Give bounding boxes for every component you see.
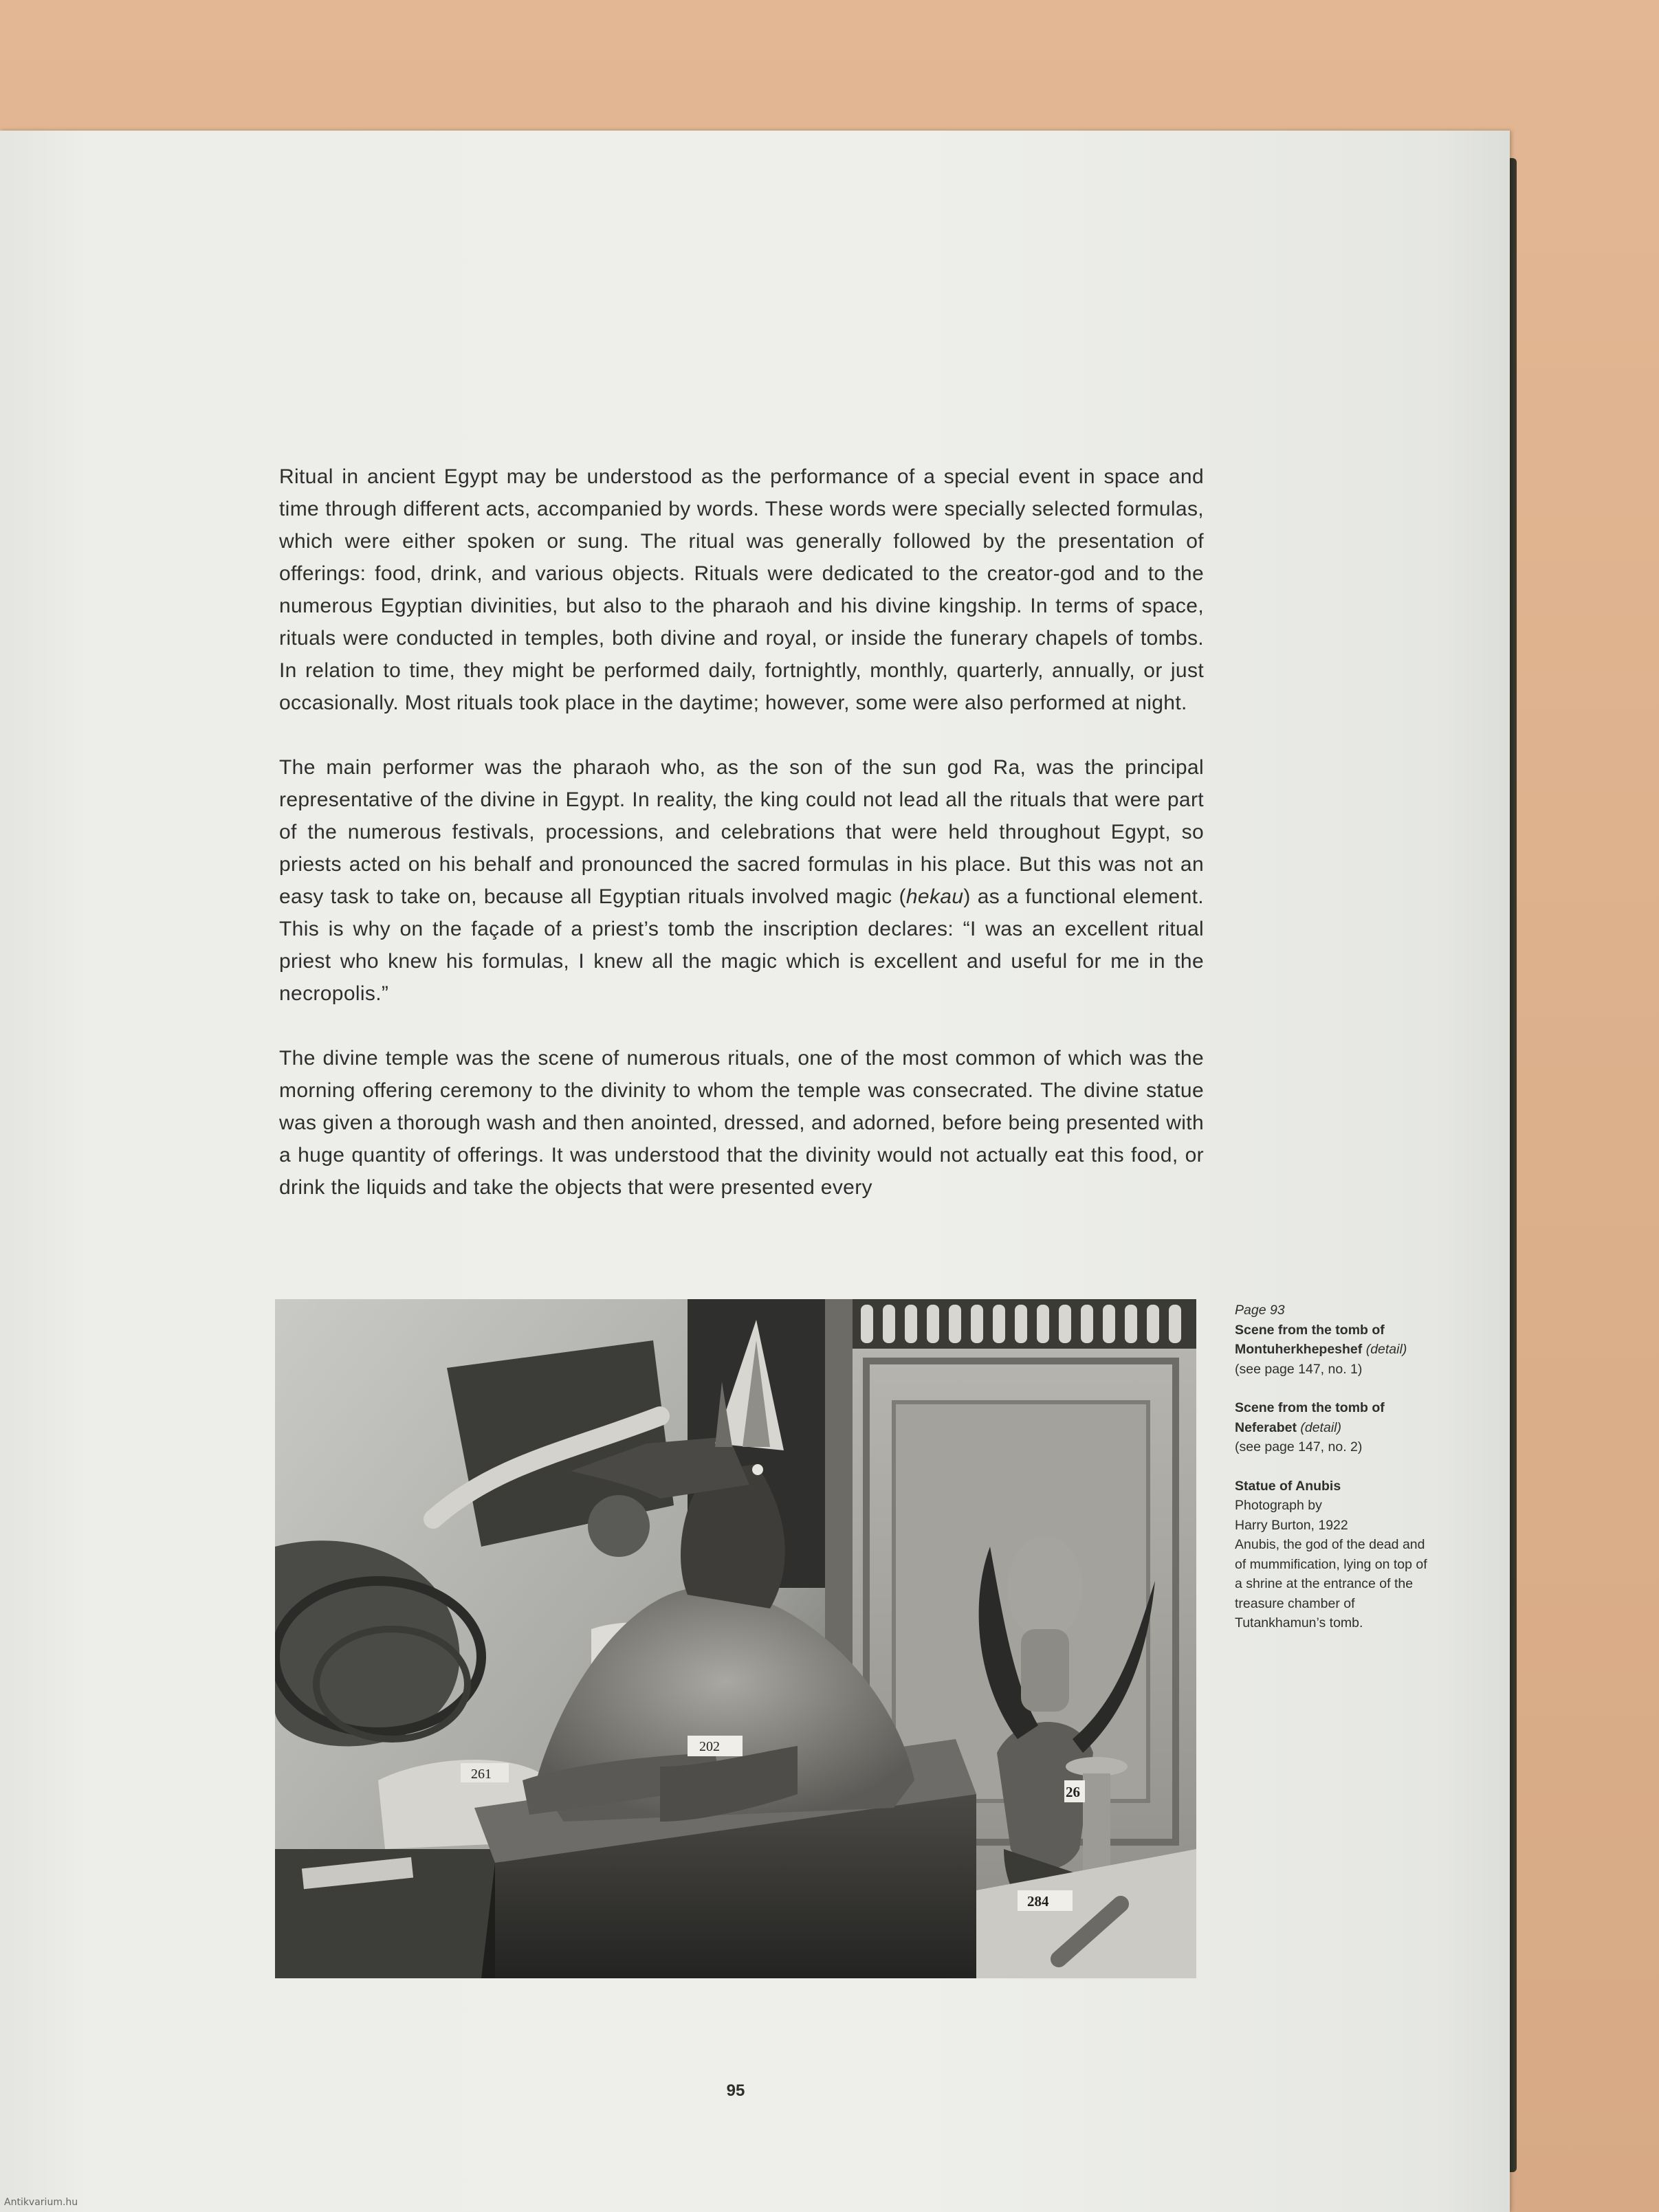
caption-1-ref: (see page 147, no. 1) [1235, 1361, 1363, 1377]
watermark: Antikvarium.hu [4, 2197, 78, 2208]
object-number-tag: 202 [699, 1739, 720, 1754]
caption-3-credit-line-1: Photograph by [1235, 1498, 1322, 1513]
paragraph-2-italic-term: hekau [905, 885, 964, 908]
caption-3-title: Statue of Anubis [1235, 1478, 1341, 1494]
paragraph-2 [279, 751, 1204, 1010]
paragraph-1: Ritual in ancient Egypt may be understood as the performance of a special event in space and time through different acts, accompanied by words. These words were specially selected formulas, which were either spoken or sung. The ritual was generally followed by the presentation of offerings: food, drink, and various objects. Rituals were dedicated to the creator-god and to the numerous Egyptian divinities, but also to the pharaoh and his divine kingship. In terms of space, rituals were conducted in temples, both divine and royal, or inside the funerary chapels of tombs. In relation to time, they might be performed daily, fortnightly, monthly, quarterly, annually, or just occasionally. Most rituals took place in the daytime; however, some were also performed at night. [279, 465, 1204, 714]
caption-page-93 [1235, 1301, 1434, 1379]
caption-3-description: Anubis, the god of the dead and of mummification, lying on top of a shrine at the entrance of the treasure chamber of Tutankhamun’s tomb. [1235, 1537, 1427, 1630]
caption-3 [1235, 1476, 1434, 1633]
caption-1-title: Scene from the tomb of Montuherkhepeshef [1235, 1322, 1385, 1357]
caption-page-ref: Page 93 [1235, 1303, 1285, 1318]
caption-2-title: Scene from the tomb of Neferabet [1235, 1400, 1385, 1435]
paragraph-2-part-1: The main performer was the pharaoh who, as the son of the sun god Ra, was the principal representative of the divine in Egypt. In reality, the king could not lead all the rituals that were part of the numerous festivals, processions, and celebrations that were held throughout Egypt, so priests acted on his behalf and pronounced the sacred formulas in his place. But this was not an easy task to take on, because all Egyptian rituals involved magic ( [279, 756, 1204, 908]
object-number-tag: 26 [1066, 1784, 1080, 1800]
caption-1-italic: (detail) [1365, 1342, 1407, 1357]
photo-captions [1235, 1301, 1434, 1652]
caption-2-ref: (see page 147, no. 2) [1235, 1439, 1363, 1455]
body-text [279, 461, 1204, 1236]
anubis-statue-photograph [275, 1299, 1196, 1978]
page-number: 95 [726, 2081, 745, 2100]
caption-3-credit-line-2: Harry Burton, 1922 [1235, 1517, 1348, 1533]
caption-2 [1235, 1398, 1434, 1457]
caption-2-italic: (detail) [1300, 1419, 1341, 1435]
paragraph-2-part-2: ) as a functional element. This is why on the façade of a priest’s tomb the inscription declares: “I was an excellent ritual priest who knew his formulas, I knew all the magic which is excellent and useful for me in the necropolis.” [279, 885, 1204, 1005]
object-number-tag: 284 [1027, 1893, 1049, 1910]
paragraph-3: The divine temple was the scene of numerous rituals, one of the most common of which was the morning offering ceremony to the divinity to whom the temple was consecrated. The divine statue was given a thorough wash and then anointed, dressed, and adorned, before being presented with a huge quantity of offerings. It was understood that the divinity would not actually eat this food, or drink the liquids and take the objects that were presented every [279, 1047, 1204, 1199]
object-number-tag: 261 [471, 1767, 492, 1782]
